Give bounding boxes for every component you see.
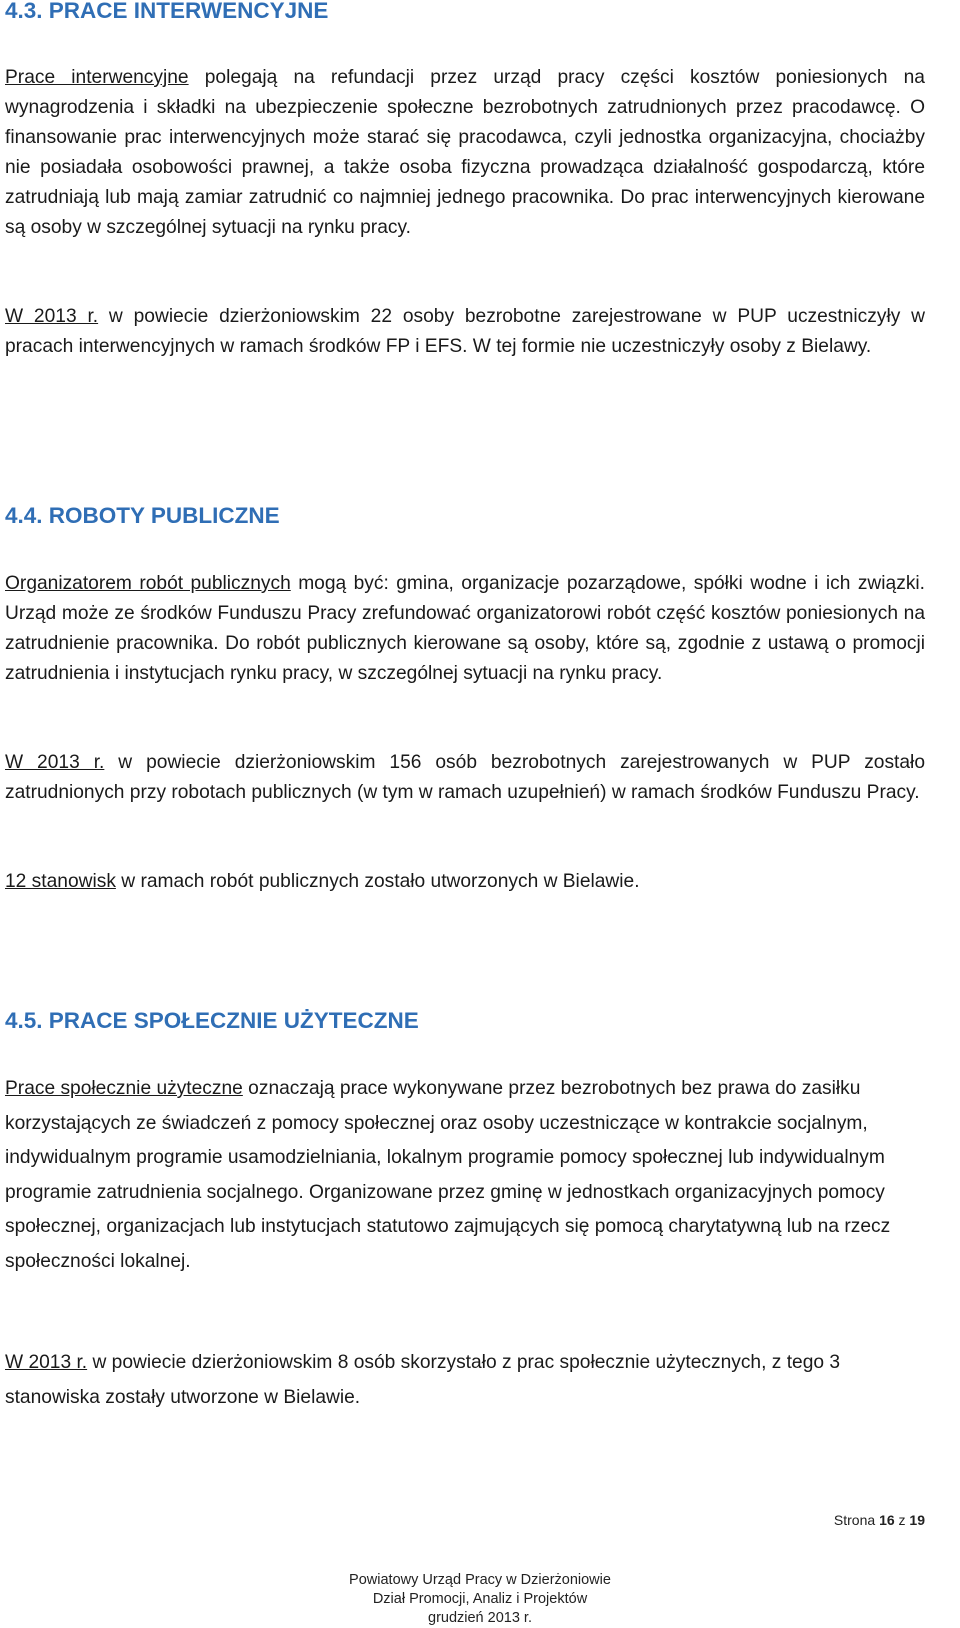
page-number: Strona 16 z 19 bbox=[833, 1512, 925, 1528]
paragraph-roboty-publiczne: Organizatorem robót publicznych mogą być: gmina, organizacje pozarządowe, spółki wodne i ich związki. Urząd może ze środków Funduszu Pracy zrefundować organizatorowi robót część kosztów poniesionych na zatrudnienie pracownika. Do robót publicznych kierowane są osoby, które są, zgodnie z ustawą o promocji zatrudnienia i instytucjach rynku pracy, w szczególnej sytuacji na rynku pracy. bbox=[5, 573, 925, 684]
paragraph-roboty-publiczne-2013: W 2013 r. w powiecie dzierżoniowskim 156 osób bezrobotnych zarejestrowanych w PUP zostało zatrudnionych przy robotach publicznych (w tym w ramach uzupełnień) w ramach środków Funduszu Pracy. bbox=[5, 752, 925, 803]
term-12-stanowisk: 12 stanowisk bbox=[5, 871, 116, 892]
year-reference: W 2013 r. bbox=[5, 1352, 88, 1373]
section-heading-4-3: 4.3. PRACE INTERWENCYJNE bbox=[5, 0, 329, 23]
term-prace-spolecznie-uzyteczne: Prace społecznie użyteczne bbox=[5, 1078, 243, 1099]
footer-date: grudzień 2013 r. bbox=[428, 1610, 532, 1626]
paragraph-prace-interwencyjne: Prace interwencyjne polegają na refundacji przez urząd pracy części kosztów poniesionych na wynagrodzenia i składki na ubezpieczenie społeczne bezrobotnych zatrudnionych przez pracodawcę. O finansowanie prac interwencyjnych może starać się pracodawca, czyli jednostka organizacyjna, chociażby nie posiadała osobowości prawnej, a także osoba fizyczna prowadząca działalność gospodarczą, które zatrudniają lub mają zamiar zatrudnić co najmniej jednego pracownika. Do prac interwencyjnych kierowane są osoby w szczególnej sytuacji na rynku pracy. bbox=[5, 67, 925, 238]
page-footer bbox=[0, 1571, 960, 1628]
paragraph-stanowiska: 12 stanowisk w ramach robót publicznych zostało utworzonych w Bielawie. bbox=[5, 871, 640, 892]
footer-department: Dział Promocji, Analiz i Projektów bbox=[372, 1591, 588, 1607]
year-reference: W 2013 r. bbox=[5, 752, 105, 773]
paragraph-prace-spolecznie-uzyteczne: Prace społecznie użyteczne oznaczają prace wykonywane przez bezrobotnych bez prawa do zasiłku korzystających ze świadczeń z pomocy społecznej oraz osoby uczestniczące w kontrakcie socjalnym, indywidualnym programie usamodzielniania, lokalnym programie pomocy społecznej lub indywidualnym programie zatrudnienia socjalnego. Organizowane przez gminę w jednostkach organizacyjnych pomocy społecznej, organizacjach lub instytucjach statutowo zajmujących się pomocą charytatywną lub na rzecz społeczności lokalnej. bbox=[5, 1078, 891, 1272]
paragraph-prace-spolecznie-2013: W 2013 r. w powiecie dzierżoniowskim 8 osób skorzystało z prac społecznie użytecznych, z tego 3 stanowiska zostały utworzone w Bielawie. bbox=[5, 1352, 841, 1408]
section-heading-4-4: 4.4. ROBOTY PUBLICZNE bbox=[5, 503, 280, 528]
term-prace-interwencyjne: Prace interwencyjne bbox=[5, 67, 189, 88]
year-reference: W 2013 r. bbox=[5, 306, 99, 327]
section-heading-4-5: 4.5. PRACE SPOŁECZNIE UŻYTECZNE bbox=[5, 1008, 419, 1033]
footer-institution: Powiatowy Urząd Pracy w Dzierżoniowie bbox=[349, 1572, 611, 1588]
paragraph-prace-interwencyjne-2013: W 2013 r. w powiecie dzierżoniowskim 22 osoby bezrobotne zarejestrowane w PUP uczestniczyły w pracach interwencyjnych w ramach środków FP i EFS. W tej formie nie uczestniczyły osoby z Bielawy. bbox=[5, 306, 925, 357]
term-organizatorem-robot: Organizatorem robót publicznych bbox=[5, 573, 291, 594]
